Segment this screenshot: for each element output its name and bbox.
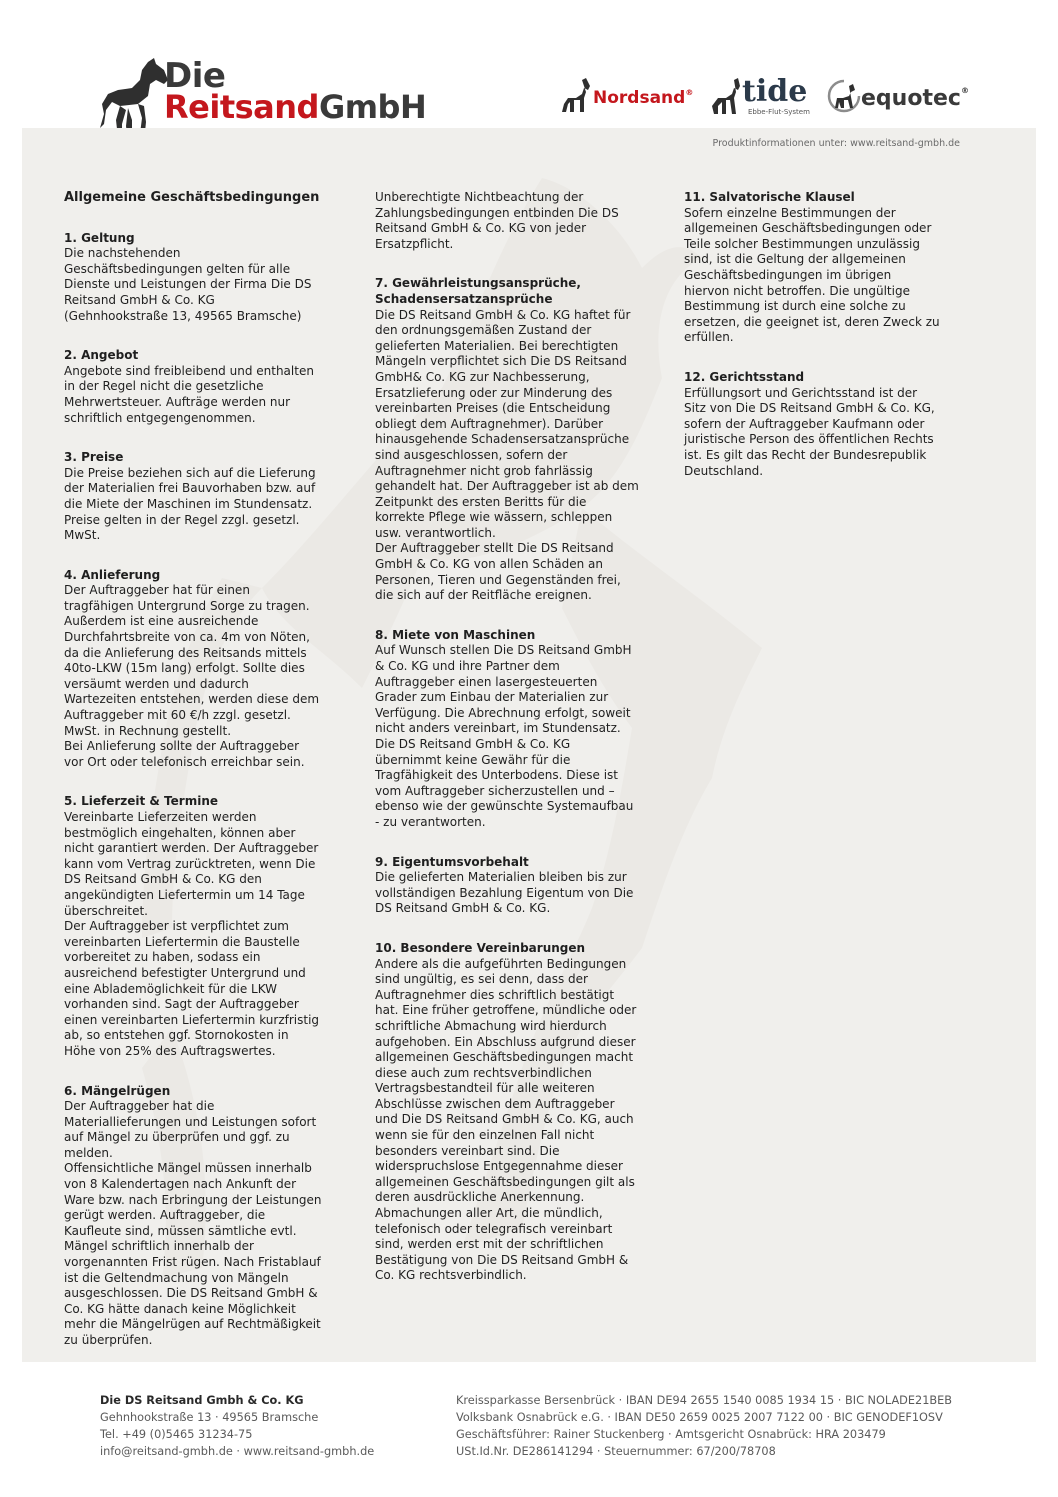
brand-nordsand: [560, 74, 700, 124]
section-text: Vereinbarte Lieferzeiten werden bestmöglich eingehalten, können aber nicht garantiert werden. Der Auftraggeber kann vom Vertrag zurücktreten, wenn Die DS Reitsand GmbH & Co. KG den angekündigten Liefertermin um 14 Tage überschreitet.: [64, 810, 319, 918]
terms-section: [64, 450, 322, 544]
section-text: Sofern einzelne Bestimmungen der allgemeinen Geschäftsbedingungen oder Teile solcher Bestimmungen unzulässig sind, ist die Geltung der allgemeinen Geschäftsbedingungen im übrigen hiervon nicht betroffen. Die ungültige Bestimmung ist durch eine solche zu ersetzen, die geeignet ist, deren Zweck zu erfüllen.: [684, 205, 940, 345]
sections-col3: [684, 190, 940, 479]
nordsand-label: Nordsand®: [593, 88, 694, 108]
footer-contact: [100, 1392, 374, 1460]
terms-section: [684, 370, 940, 479]
footer-bank-1: Kreissparkasse Bersenbrück · IBAN DE94 2655 1540 0085 1934 15 · BIC NOLADE21BEB: [456, 1394, 953, 1407]
equotec-name: equotec: [861, 86, 961, 111]
footer-tax: USt.Id.Nr. DE286141294 · Steuernummer: 67/200/78708: [456, 1445, 776, 1458]
section-heading: 4. Anlieferung: [64, 567, 161, 582]
section-text: Auf Wunsch stellen Die DS Reitsand GmbH & Co. KG und ihre Partner dem Auftraggeber einen lasergesteuerten Grader zum Einbau der Materialien zur Verfügung. Die Abrechnung erfolgt, soweit nicht anders vereinbart, im Stundensatz. Die DS Reitsand GmbH & Co. KG übernimmt keine Gewähr für die Tragfähigkeit des Unterbodens. Diese ist vom Auftraggeber sicherzustellen und – ebenso wie der gewünschte Systemaufbau - zu verantworten.: [375, 643, 634, 829]
section-text: Der Auftraggeber hat für einen tragfähigen Untergrund Sorge zu tragen. Außerdem ist eine ausreichende Durchfahrtsbreite von ca. 4m von Nöten, da die Anlieferung des Reitsands mittels 40to-LKW (15m lang) erfolgt. Sollte dies versäumt werden und dadurch Wartezeiten entstehen, werden diese dem Auftraggeber mit 60 €/h zzgl. gesetzl. MwSt. in Rechnung gestellt.: [64, 583, 320, 738]
terms-section: [64, 1084, 322, 1349]
terms-section: [64, 568, 322, 771]
section-heading: 8. Miete von Maschinen: [375, 627, 536, 642]
section-heading: 3. Preise: [64, 450, 124, 465]
section-text: Andere als die aufgeführten Bedingungen sind ungültig, es sei denn, dass der Auftragnehmer dies schriftlich bestätigt hat. Eine früher getroffene, mündliche oder schriftliche Abmachung wird hierdurch aufgehoben. Ein Abschluss aufgrund dieser allgemeinen Geschäftsbedingungen macht diese auch zum rechtsverbindlichen Vertragsbestandteil für alle weiteren Abschlüsse zwischen dem Auftraggeber und Die DS Reitsand GmbH & Co. KG, auch wenn sie für den einzelnen Fall nicht besonders vereinbart sind. Die widerspruchslose Entgegennahme dieser allgemeinen Geschäftsbedingungen gilt als deren ausdrückliche Anerkennung. Abmachungen aller Art, die mündlich, telefonisch oder telegrafisch vereinbart sind, werden erst mit der schriftlichen Bestätigung von Die DS Reitsand GmbH & Co. KG rechtsverbindlich.: [375, 956, 637, 1283]
equotec-label: equotec®: [861, 86, 969, 111]
payment-continuation: [375, 190, 639, 252]
terms-section: [375, 941, 639, 1284]
equotec-horse-icon: [827, 78, 861, 116]
brand-equotec: [827, 74, 967, 124]
section-heading: 2. Angebot: [64, 348, 139, 363]
section-heading: 12. Gerichtsstand: [684, 369, 805, 384]
logo-name-reitsand: Reitsand: [164, 88, 319, 126]
terms-section: [684, 190, 940, 346]
footer-phone: Tel. +49 (0)5465 31234-75: [100, 1428, 253, 1441]
document-title: Allgemeine Geschäftsbedingungen: [64, 190, 320, 205]
section-text: Erfüllungsort und Gerichtsstand ist der Sitz von Die DS Reitsand GmbH & Co. KG, sofern der Auftraggeber Kaufmann oder juristische Person des öffentlichen Rechts ist. Es gilt das Recht der Bundesrepublik Deutschland.: [684, 385, 935, 478]
logo-name: [164, 90, 426, 124]
product-info-url: Produktinformationen unter: www.reitsand-gmbh.de: [712, 138, 960, 149]
terms-column-1: [64, 190, 322, 1373]
section-heading: 5. Lieferzeit & Termine: [64, 794, 219, 809]
terms-section: [375, 855, 639, 917]
brand-logos: [560, 74, 969, 124]
section-heading: 1. Geltung: [64, 230, 135, 245]
logo-name-gmbh: GmbH: [318, 88, 427, 126]
section-heading: 10. Besondere Vereinbarungen: [375, 940, 586, 955]
section-text: Die nachstehenden Geschäftsbedingungen gelten für alle Dienste und Leistungen der Firma Die DS Reitsand GmbH & Co. KG (Gehnhookstraße 13, 49565 Bramsche): [64, 246, 312, 323]
footer-bank-2: Volksbank Osnabrück e.G. · IBAN DE50 2659 0025 2007 7122 00 · BIC GENODEF1OSV: [456, 1411, 943, 1424]
section-heading: 9. Eigentumsvorbehalt: [375, 854, 529, 869]
terms-section: [375, 276, 639, 603]
page-footer: [0, 1362, 1058, 1497]
terms-section: [64, 231, 322, 325]
section-text: Die gelieferten Materialien bleiben bis zur vollständigen Bezahlung Eigentum von Die DS Reitsand GmbH & Co. KG.: [375, 870, 634, 916]
section-text: Der Auftraggeber stellt Die DS Reitsand GmbH & Co. KG von allen Schäden an Personen, Tieren und Gegenständen frei, die sich auf der Reitfläche ereignen.: [375, 541, 621, 603]
terms-column-2: [375, 190, 639, 1308]
section-heading: 7. Gewährleistungsansprüche, Schadensersatzansprüche: [375, 276, 581, 306]
section-text: Offensichtliche Mängel müssen innerhalb von 8 Kalendertagen nach Ankunft der Ware bzw. nach Erbringung der Leistungen gerügt werden. Auftraggeber, die Kaufleute sind, müssen sämtliche evtl. Mängel schriftlich innerhalb der vorgenannten Frist rügen. Nach Fristablauf ist die Geltendmachung von Mängeln ausgeschlossen. Die DS Reitsand GmbH & Co. KG hätte danach keine Möglichkeit mehr die Mängelrügen auf Rechtmäßigkeit zu überprüfen.: [64, 1161, 322, 1347]
tide-label: tide: [742, 74, 808, 109]
brand-tide: [710, 74, 820, 124]
section-heading: 6. Mängelrügen: [64, 1083, 171, 1098]
section-text: Unberechtigte Nichtbeachtung der Zahlungsbedingungen entbinden Die DS Reitsand GmbH & Co. KG von jeder Ersatzpflicht.: [375, 190, 619, 251]
section-heading: 11. Salvatorische Klausel: [684, 190, 855, 204]
terms-section: [375, 628, 639, 831]
section-text: Bei Anlieferung sollte der Auftraggeber vor Ort oder telefonisch erreichbar sein.: [64, 739, 305, 769]
terms-section: [64, 348, 322, 426]
page-header: [0, 0, 1058, 128]
section-text: Angebote sind freibleibend und enthalten in der Regel nicht die gesetzliche Mehrwertsteuer. Aufträge werden nur schriftlich entgegengenommen.: [64, 363, 314, 425]
footer-management: Geschäftsführer: Rainer Stuckenberg · Amtsgericht Osnabrück: HRA 203479: [456, 1428, 886, 1441]
logo-die-text: Die: [164, 56, 226, 96]
terms-column-3: [684, 190, 940, 503]
tide-horse-icon: [710, 78, 742, 116]
sections-col2: [375, 276, 639, 1284]
section-text: Der Auftraggeber hat die Materiallieferungen und Leistungen sofort auf Mängel zu überprüfen und ggf. zu melden.: [64, 1099, 317, 1160]
sections-col1: [64, 231, 322, 1349]
section-text: Die DS Reitsand GmbH & Co. KG haftet für den ordnungsgemäßen Zustand der gelieferten Materialien. Bei berechtigten Mängeln verpflichtet sich Die DS Reitsand GmbH& Co. KG zur Nachbesserung, Ersatzlieferung oder zur Minderung des vereinbarten Preises (die Entscheidung obliegt dem Auftragnehmer). Darüber hinausgehende Schadensersatzansprüche sind ausgeschlossen, sofern der Auftragnehmer nicht grob fahrlässig gehandelt hat. Der Auftraggeber ist ab dem Zeitpunkt des ersten Beritts für die korrekte Pflege wie wässern, schleppen usw. verantwortlich.: [375, 307, 639, 540]
footer-web: info@reitsand-gmbh.de · www.reitsand-gmbh.de: [100, 1445, 375, 1458]
content-panel: [22, 128, 1036, 1362]
footer-address: Gehnhookstraße 13 · 49565 Bramsche: [100, 1411, 319, 1424]
footer-legal: [456, 1392, 952, 1460]
nordsand-name: Nordsand: [593, 88, 686, 108]
nordsand-horse-icon: [560, 78, 592, 114]
terms-section: [64, 794, 322, 1059]
section-text: Die Preise beziehen sich auf die Lieferung der Materialien frei Bauvorhaben bzw. auf die Miete der Maschinen im Stundensatz. Preise gelten in der Regel zzgl. gesetzl. MwSt.: [64, 465, 316, 543]
tide-subtitle: Ebbe-Flut-System: [748, 108, 810, 116]
section-text: Der Auftraggeber ist verpflichtet zum vereinbarten Liefertermin die Baustelle vorbereitet zu haben, sodass ein ausreichend befestigter Untergrund und eine Ablademöglichkeit für die LKW vorhanden sind. Sagt der Auftraggeber einen vereinbarten Liefertermin kurzfristig ab, so entstehen ggf. Stornokosten in Höhe von 25% des Auftragswertes.: [64, 919, 320, 1058]
footer-company: Die DS Reitsand Gmbh & Co. KG: [100, 1394, 304, 1407]
